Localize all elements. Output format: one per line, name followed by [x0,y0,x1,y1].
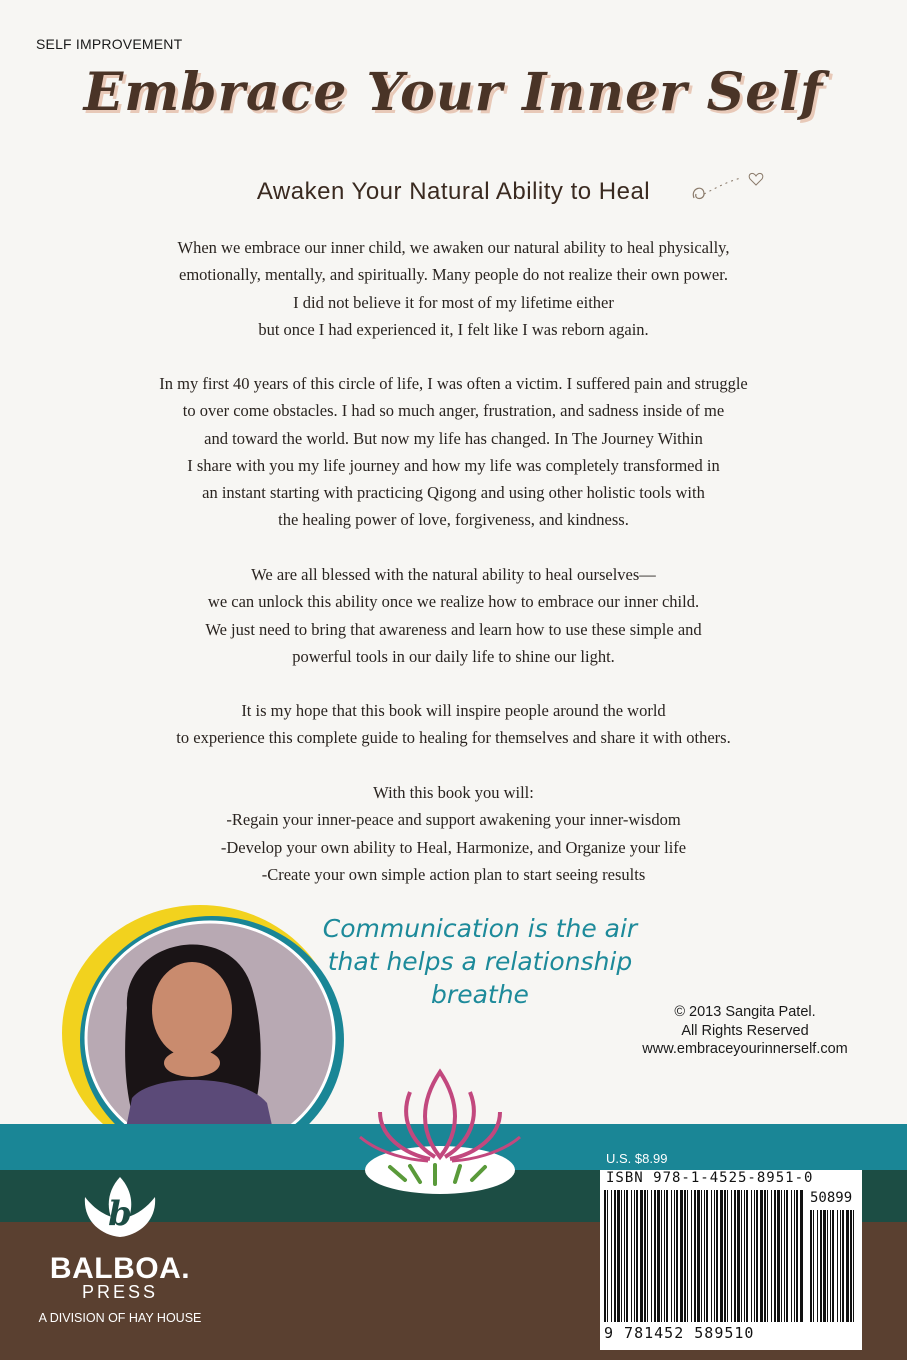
barcode-bar [666,1190,668,1322]
barcode-bar [830,1210,831,1322]
barcode-bar [714,1190,715,1322]
barcode-bar [842,1210,844,1322]
rights-notice: All Rights Reserved [681,1022,809,1039]
barcode-bar [760,1190,763,1322]
body-line: We are all blessed with the natural ability to heal ourselves— [251,565,656,584]
barcode-bar [626,1190,628,1322]
publisher-logo [20,1175,220,1325]
pull-quote [300,912,660,1011]
barcode-bar [671,1190,672,1322]
barcode-bar [777,1190,780,1322]
body-line: I did not believe it for most of my lifetime either [293,292,614,312]
barcode-bar [644,1190,646,1322]
barcode-bar [614,1190,616,1322]
book-subtitle: Awaken Your Natural Ability to Heal [256,178,651,205]
body-line: We just need to bring that awareness and learn how to use these simple and [205,619,702,639]
barcode-bar [640,1190,643,1322]
barcode-bar [832,1210,834,1322]
benefit-item: -Create your own simple action plan to start seeing results [261,864,646,884]
barcode-bar [706,1190,708,1322]
barcode-bar [827,1210,828,1322]
body-line: but once I had experienced it, I felt like I was reborn again. [258,319,649,339]
quote-line: that helps a relationship [327,947,633,976]
body-paragraph-2 [60,370,847,534]
copyright-block [620,1003,870,1059]
body-line: emotionally, mentally, and spiritually. Many people do not realize their own power. [179,265,728,285]
body-line: and toward the world. But now my life has changed. In The Journey Within [204,428,703,448]
addon-code: 50899 [810,1190,853,1206]
barcode-bar [784,1190,785,1322]
barcode-bar [676,1190,678,1322]
barcode-bar [737,1190,740,1322]
ean-number: 9 781452 589510 [604,1324,755,1342]
barcode-bar [680,1190,683,1322]
barcode-bar [697,1190,700,1322]
publisher-sub: PRESS [81,1282,159,1302]
barcode-bar [817,1210,818,1322]
body-line: to experience this complete guide to healing for themselves and share it with others. [176,728,731,748]
barcode-bar [853,1210,854,1322]
publisher-name: BALBOA. [49,1252,191,1285]
body-paragraph-3 [60,561,847,670]
publisher-division: A DIVISION OF HAY HOUSE [38,1311,202,1325]
swirl-ornament-icon [686,168,776,208]
body-line: an instant starting with practicing Qigong and using other holistic tools with [202,483,705,503]
barcode-bar [694,1190,696,1322]
barcode-bar [724,1190,726,1322]
logo-letter: b [108,1194,132,1234]
barcode-bar [786,1190,788,1322]
body-line: In my first 40 years of this circle of life, I was often a victim. I suffered pain and struggle [159,374,748,393]
category-label: SELF IMPROVEMENT [36,36,183,52]
copyright-notice: © 2013 Sangita Patel. [674,1004,816,1020]
quote-line: breathe [431,980,529,1009]
barcode-bar [754,1190,755,1322]
balboa-lotus-icon [75,1175,165,1247]
barcode-bar [617,1190,620,1322]
barcode-bar [621,1190,622,1322]
barcode-bar [771,1190,772,1322]
benefits-heading: With this book you will: [373,783,534,802]
lotus-flower-icon [350,1062,530,1194]
benefit-item: -Regain your inner-peace and support awakening your inner-wisdom [226,810,681,830]
barcode-bar [756,1190,758,1322]
barcode-bar [684,1190,686,1322]
barcode-bar [791,1190,792,1322]
barcode-bar [604,1190,606,1322]
barcode-bar [691,1190,692,1322]
barcode-bar [647,1190,648,1322]
price-label: U.S. $8.99 [606,1151,668,1166]
barcode-bar [774,1190,776,1322]
benefits-list [60,779,847,888]
barcode-bar [607,1190,608,1322]
barcode-bar [794,1190,795,1322]
barcode-bar [661,1190,662,1322]
body-line: It is my hope that this book will inspire people around the world [241,701,666,720]
body-line: to over come obstacles. I had so much anger, frustration, and sadness inside of me [182,401,725,421]
benefit-item: -Develop your own ability to Heal, Harmonize, and Organize your life [220,837,687,857]
barcode-bar [800,1190,803,1322]
barcode-bar [674,1190,675,1322]
barcode-bars-icon [604,1190,804,1322]
barcode-bar [727,1190,728,1322]
barcode-bar [820,1210,822,1322]
barcode-bar [741,1190,742,1322]
barcode-bar [767,1190,768,1322]
barcode-bar [764,1190,766,1322]
barcode-bar [636,1190,638,1322]
body-paragraph-1 [60,234,847,343]
barcode-bar [813,1210,814,1322]
barcode-bar [631,1190,632,1322]
barcode-bar [781,1190,782,1322]
barcode-bar [716,1190,718,1322]
barcode-bar [704,1190,705,1322]
barcode-bar [711,1190,712,1322]
body-line: I share with you my life journey and how my life was completely transformed in [187,455,720,475]
quote-line: Communication is the air [322,914,638,943]
barcode-bar [634,1190,635,1322]
barcode-bar [751,1190,752,1322]
barcode-bar [720,1190,723,1322]
addon-barcode-icon [810,1210,860,1345]
barcode-bar [687,1190,688,1322]
body-paragraph-4 [60,697,847,752]
barcode-bar [796,1190,798,1322]
body-line: powerful tools in our daily life to shine our light. [292,646,615,666]
body-line: we can unlock this ability once we realize how to embrace our inner child. [207,592,700,612]
barcode-bar [850,1210,852,1322]
barcode-bar [746,1190,748,1322]
barcode-bar [664,1190,665,1322]
barcode-bar [701,1190,702,1322]
body-line: When we embrace our inner child, we awaken our natural ability to heal physically, [177,238,730,257]
barcode-bar [657,1190,660,1322]
barcode-bar [611,1190,612,1322]
website-link: www.embraceyourinnerself.com [642,1041,848,1057]
barcode-bar [837,1210,838,1322]
barcode-bar [823,1210,826,1322]
barcode-bar [840,1210,841,1322]
barcode-bar [731,1190,732,1322]
body-line: the healing power of love, forgiveness, and kindness. [278,510,629,530]
barcode-bar [651,1190,652,1322]
barcode-bar [734,1190,736,1322]
barcode-bar [654,1190,656,1322]
book-title: Embrace Your Inner Self [83,62,824,123]
barcode-bar [744,1190,745,1322]
barcode-bar [846,1210,849,1322]
barcode-bar [810,1210,812,1322]
barcode-bar [624,1190,625,1322]
isbn-label: ISBN 978-1-4525-8951-0 [606,1170,814,1186]
